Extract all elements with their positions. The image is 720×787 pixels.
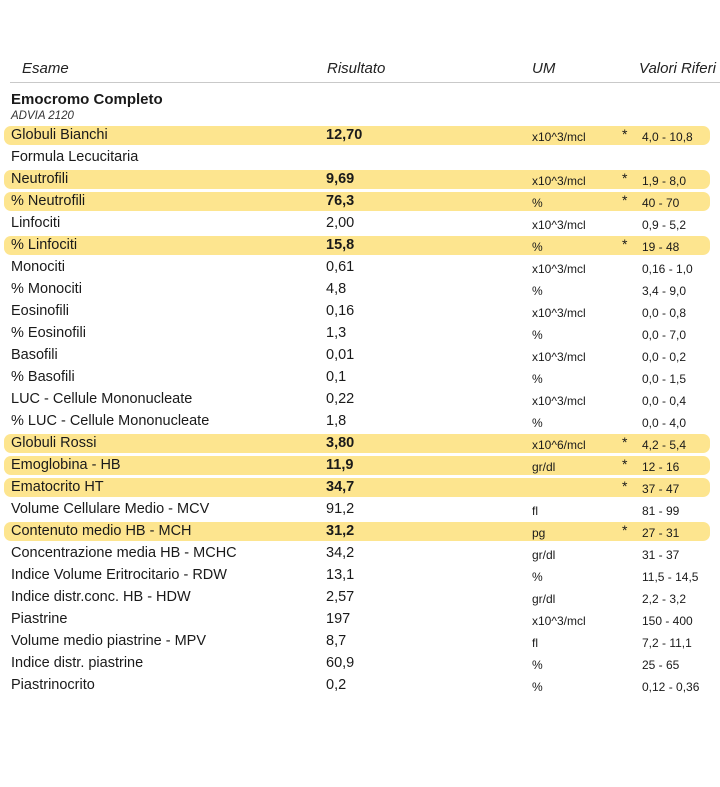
result-row xyxy=(0,234,720,256)
unit-of-measure: gr/dl xyxy=(532,592,556,606)
test-name: Piastrine xyxy=(11,611,68,627)
reference-range: 0,0 - 7,0 xyxy=(642,328,687,342)
unit-of-measure: x10^3/mcl xyxy=(532,614,586,628)
result-row xyxy=(0,542,720,564)
unit-of-measure: % xyxy=(532,570,543,584)
unit-of-measure: fl xyxy=(532,504,538,518)
result-value: 9,69 xyxy=(326,171,355,187)
reference-range: 0,12 - 0,36 xyxy=(642,680,700,694)
reference-range: 0,16 - 1,0 xyxy=(642,262,693,276)
result-value: 31,2 xyxy=(326,523,355,539)
result-value: 12,70 xyxy=(326,127,363,143)
reference-range: 0,0 - 0,4 xyxy=(642,394,687,408)
test-name: Monociti xyxy=(11,259,65,275)
reference-range: 37 - 47 xyxy=(642,482,680,496)
result-value: 0,16 xyxy=(326,303,355,319)
test-name: Piastrinocrito xyxy=(11,677,95,693)
test-name: % Linfociti xyxy=(11,237,78,253)
test-name: Concentrazione media HB - MCHC xyxy=(11,545,237,561)
unit-of-measure: x10^3/mcl xyxy=(532,306,586,320)
reference-range: 0,0 - 4,0 xyxy=(642,416,687,430)
reference-range: 2,2 - 3,2 xyxy=(642,592,687,606)
result-value: 3,80 xyxy=(326,435,355,451)
unit-of-measure: % xyxy=(532,372,543,386)
result-row xyxy=(0,256,720,278)
unit-of-measure: % xyxy=(532,284,543,298)
unit-of-measure: x10^3/mcl xyxy=(532,262,586,276)
test-name: Indice Volume Eritrocitario - RDW xyxy=(11,567,227,583)
result-row xyxy=(0,212,720,234)
result-value: 91,2 xyxy=(326,501,355,517)
unit-of-measure: % xyxy=(532,196,543,210)
result-row xyxy=(0,124,720,146)
result-value: 34,7 xyxy=(326,479,355,495)
result-row xyxy=(0,366,720,388)
test-name: Globuli Bianchi xyxy=(11,127,108,143)
result-value: 34,2 xyxy=(326,545,355,561)
result-row xyxy=(0,586,720,608)
result-row xyxy=(0,168,720,190)
test-name: Indice distr. piastrine xyxy=(11,655,144,671)
test-name: Contenuto medio HB - MCH xyxy=(11,523,192,539)
unit-of-measure: pg xyxy=(532,526,546,540)
result-value: 2,00 xyxy=(326,215,355,231)
column-header-esame: Esame xyxy=(22,60,69,77)
result-row xyxy=(0,476,720,498)
unit-of-measure: fl xyxy=(532,636,538,650)
out-of-range-flag: * xyxy=(622,478,628,494)
reference-range: 27 - 31 xyxy=(642,526,680,540)
reference-range: 7,2 - 11,1 xyxy=(642,636,692,650)
result-value: 2,57 xyxy=(326,589,355,605)
result-value: 15,8 xyxy=(326,237,355,253)
reference-range: 150 - 400 xyxy=(642,614,693,628)
reference-range: 4,2 - 5,4 xyxy=(642,438,687,452)
result-value: 0,2 xyxy=(326,677,347,693)
section-title: Emocromo Completo xyxy=(11,91,163,108)
reference-range: 0,0 - 1,5 xyxy=(642,372,687,386)
out-of-range-flag: * xyxy=(622,434,628,450)
header-divider xyxy=(10,82,720,83)
out-of-range-flag: * xyxy=(622,126,628,142)
result-row xyxy=(0,520,720,542)
result-row xyxy=(0,322,720,344)
reference-range: 40 - 70 xyxy=(642,196,680,210)
unit-of-measure: gr/dl xyxy=(532,548,556,562)
result-row xyxy=(0,410,720,432)
result-value: 197 xyxy=(326,611,351,627)
result-row xyxy=(0,608,720,630)
reference-range: 3,4 - 9,0 xyxy=(642,284,687,298)
reference-range: 11,5 - 14,5 xyxy=(642,570,699,584)
result-value: 1,8 xyxy=(326,413,347,429)
result-row xyxy=(0,190,720,212)
test-name: % Monociti xyxy=(11,281,82,297)
reference-range: 19 - 48 xyxy=(642,240,680,254)
result-row xyxy=(0,454,720,476)
column-header-um: UM xyxy=(532,60,556,77)
test-name: Formula Lecucitaria xyxy=(11,149,139,165)
result-value: 13,1 xyxy=(326,567,355,583)
result-row xyxy=(0,498,720,520)
out-of-range-flag: * xyxy=(622,522,628,538)
reference-range: 4,0 - 10,8 xyxy=(642,130,693,144)
unit-of-measure: x10^3/mcl xyxy=(532,130,586,144)
result-value: 0,1 xyxy=(326,369,347,385)
test-name: Indice distr.conc. HB - HDW xyxy=(11,589,191,605)
test-name: % LUC - Cellule Mononucleate xyxy=(11,413,210,429)
unit-of-measure: x10^3/mcl xyxy=(532,174,586,188)
highlighter-mark xyxy=(4,434,710,453)
result-value: 11,9 xyxy=(326,457,354,473)
reference-range: 25 - 65 xyxy=(642,658,680,672)
result-value: 4,8 xyxy=(326,281,347,297)
out-of-range-flag: * xyxy=(622,192,628,208)
test-name: Globuli Rossi xyxy=(11,435,97,451)
result-row xyxy=(0,278,720,300)
result-value: 0,22 xyxy=(326,391,355,407)
result-row xyxy=(0,146,720,168)
reference-range: 31 - 37 xyxy=(642,548,680,562)
out-of-range-flag: * xyxy=(622,236,628,252)
test-name: Linfociti xyxy=(11,215,61,231)
test-name: Volume medio piastrine - MPV xyxy=(11,633,207,649)
unit-of-measure: gr/dl xyxy=(532,460,556,474)
result-value: 0,61 xyxy=(326,259,355,275)
reference-range: 1,9 - 8,0 xyxy=(642,174,687,188)
reference-range: 0,0 - 0,2 xyxy=(642,350,687,364)
highlighter-mark xyxy=(4,192,710,211)
result-row xyxy=(0,674,720,696)
result-value: 76,3 xyxy=(326,193,355,209)
test-name: Basofili xyxy=(11,347,58,363)
highlighter-mark xyxy=(4,170,710,189)
unit-of-measure: x10^3/mcl xyxy=(532,218,586,232)
unit-of-measure: % xyxy=(532,416,543,430)
result-row xyxy=(0,564,720,586)
result-value: 0,01 xyxy=(326,347,355,363)
unit-of-measure: x10^3/mcl xyxy=(532,350,586,364)
unit-of-measure: % xyxy=(532,240,543,254)
test-name: Neutrofili xyxy=(11,171,69,187)
test-name: % Eosinofili xyxy=(11,325,86,341)
test-name: LUC - Cellule Mononucleate xyxy=(11,391,193,407)
out-of-range-flag: * xyxy=(622,456,628,472)
result-value: 8,7 xyxy=(326,633,347,649)
out-of-range-flag: * xyxy=(622,170,628,186)
highlighter-mark xyxy=(4,478,710,497)
unit-of-measure: % xyxy=(532,328,543,342)
test-name: Volume Cellulare Medio - MCV xyxy=(11,501,210,517)
reference-range: 0,9 - 5,2 xyxy=(642,218,687,232)
unit-of-measure: x10^6/mcl xyxy=(532,438,586,452)
result-row xyxy=(0,388,720,410)
unit-of-measure: % xyxy=(532,680,543,694)
reference-range: 12 - 16 xyxy=(642,460,680,474)
test-name: Ematocrito HT xyxy=(11,479,104,495)
result-row xyxy=(0,652,720,674)
result-value: 60,9 xyxy=(326,655,355,671)
instrument-subtitle: ADVIA 2120 xyxy=(11,110,74,122)
reference-range: 81 - 99 xyxy=(642,504,680,518)
column-header-risultato: Risultato xyxy=(327,60,386,77)
test-name: Eosinofili xyxy=(11,303,70,319)
unit-of-measure: x10^3/mcl xyxy=(532,394,586,408)
result-row xyxy=(0,300,720,322)
reference-range: 0,0 - 0,8 xyxy=(642,306,687,320)
unit-of-measure: % xyxy=(532,658,543,672)
column-header-valori: Valori Riferi xyxy=(639,60,716,77)
result-row xyxy=(0,432,720,454)
result-value: 1,3 xyxy=(326,325,347,341)
test-name: Emoglobina - HB xyxy=(11,457,121,473)
test-name: % Neutrofili xyxy=(11,193,86,209)
highlighter-mark xyxy=(4,236,710,255)
result-row xyxy=(0,344,720,366)
test-name: % Basofili xyxy=(11,369,75,385)
result-row xyxy=(0,630,720,652)
results-table xyxy=(0,124,720,696)
